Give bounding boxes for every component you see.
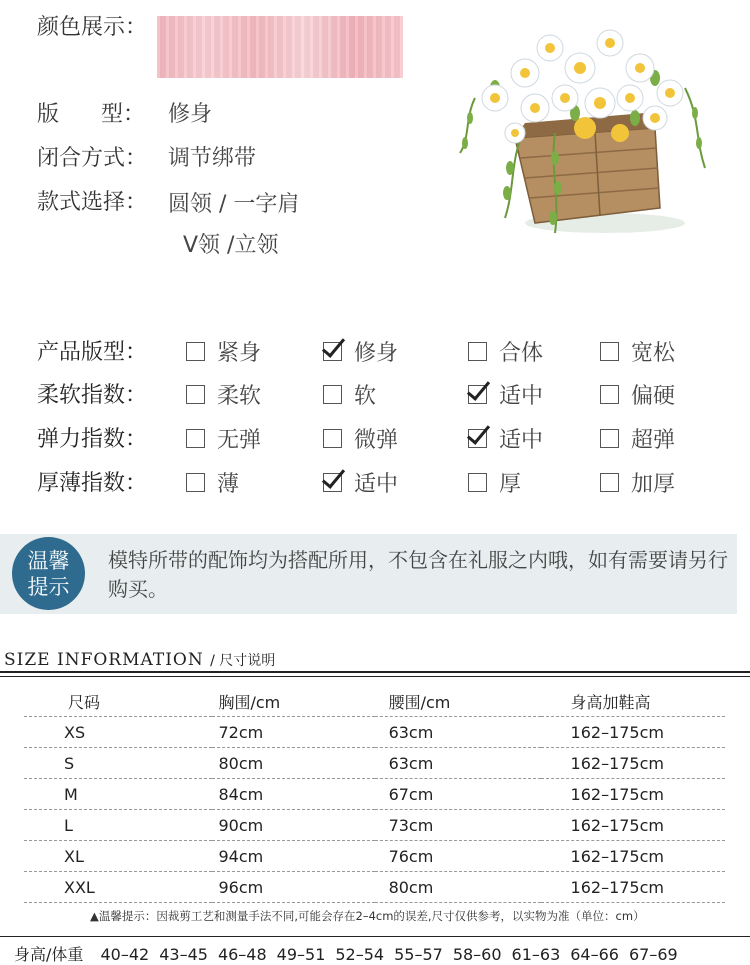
attribute-option-label: 微弹 <box>354 428 399 453</box>
size-divider-top <box>0 671 750 673</box>
size-info-title <box>4 650 275 670</box>
attribute-option <box>186 423 261 454</box>
attribute-option-label: 柔软 <box>217 384 262 409</box>
attribute-option <box>323 336 398 367</box>
attribute-option-label: 薄 <box>217 472 240 497</box>
attribute-option <box>600 467 675 498</box>
table-cell: 80cm <box>212 748 374 779</box>
height-weight-divider <box>0 936 750 937</box>
table-cell: M <box>24 779 212 810</box>
table-cell: 63cm <box>375 717 541 748</box>
tip-badge-line1: 温馨 <box>27 548 70 573</box>
weight-range: 40–42 <box>100 945 150 964</box>
weight-range: 61–63 <box>511 945 561 964</box>
checkbox-checked-icon <box>468 385 487 404</box>
checkbox-empty-icon <box>600 385 619 404</box>
weight-range: 64–66 <box>570 945 619 964</box>
checkbox-empty-icon <box>186 429 205 448</box>
checkbox-empty-icon <box>600 429 619 448</box>
attribute-option <box>468 336 543 367</box>
attribute-option-label: 厚 <box>499 472 522 497</box>
attribute-option-label: 紧身 <box>217 341 262 366</box>
attribute-option <box>186 336 261 367</box>
table-cell: S <box>24 748 212 779</box>
table-cell: 162–175cm <box>541 717 725 748</box>
attribute-label: 柔软指数： <box>37 383 148 408</box>
table-cell: 90cm <box>212 810 374 841</box>
table-cell: 96cm <box>212 872 374 903</box>
tip-text: 模特所带的配饰均为搭配所用，不包含在礼服之内哦，如有需要请另行购买。 <box>108 548 728 601</box>
weight-range: 55–57 <box>394 945 443 964</box>
attribute-option <box>600 379 675 410</box>
attribute-option-label: 加厚 <box>631 472 676 497</box>
table-row <box>24 810 725 841</box>
fit-label: 版 型： <box>37 102 145 127</box>
attribute-option <box>468 423 543 454</box>
table-cell: XL <box>24 841 212 872</box>
tip-badge-line2: 提示 <box>27 574 70 599</box>
attribute-option-label: 软 <box>354 384 377 409</box>
table-cell: 63cm <box>375 748 541 779</box>
attribute-option-label: 无弹 <box>217 428 262 453</box>
table-cell: 94cm <box>212 841 374 872</box>
tip-badge <box>12 537 85 610</box>
attribute-option-label: 偏硬 <box>631 384 676 409</box>
checkbox-empty-icon <box>600 342 619 361</box>
table-cell: 67cm <box>375 779 541 810</box>
table-cell: 73cm <box>375 810 541 841</box>
table-header-cell: 腰围/cm <box>375 686 541 717</box>
weight-range: 49–51 <box>276 945 326 964</box>
table-row <box>24 748 725 779</box>
table-header-cell: 身高加鞋高 <box>541 686 725 717</box>
closure-label: 闭合方式： <box>37 146 148 171</box>
fit-value: 修身 <box>168 102 213 127</box>
attribute-option-label: 适中 <box>499 428 544 453</box>
color-swatch <box>157 16 403 78</box>
table-cell: L <box>24 810 212 841</box>
attribute-label: 产品版型： <box>37 340 148 365</box>
table-cell: 162–175cm <box>541 841 725 872</box>
table-cell: 76cm <box>375 841 541 872</box>
attribute-option-label: 适中 <box>354 472 399 497</box>
table-cell: 162–175cm <box>541 779 725 810</box>
style-value-line2: V领 /立领 <box>183 233 279 258</box>
table-header-cell: 胸围/cm <box>212 686 374 717</box>
attribute-option <box>600 423 675 454</box>
checkbox-checked-icon <box>323 473 342 492</box>
table-cell: XS <box>24 717 212 748</box>
color-label: 颜色展示： <box>37 15 148 40</box>
table-header-cell: 尺码 <box>24 686 212 717</box>
height-weight-row <box>14 942 678 965</box>
attribute-option <box>323 467 398 498</box>
weight-range: 43–45 <box>159 945 208 964</box>
table-row <box>24 872 725 903</box>
attribute-option <box>468 379 543 410</box>
table-cell: 162–175cm <box>541 810 725 841</box>
attribute-option <box>323 423 398 454</box>
table-row <box>24 841 725 872</box>
table-row <box>24 779 725 810</box>
table-row <box>24 717 725 748</box>
table-header-row <box>24 686 725 717</box>
attribute-option <box>600 336 675 367</box>
checkbox-empty-icon <box>468 342 487 361</box>
table-cell: 162–175cm <box>541 872 725 903</box>
weight-range: 52–54 <box>335 945 385 964</box>
style-label: 款式选择： <box>37 190 148 215</box>
attribute-option-label: 修身 <box>354 341 399 366</box>
checkbox-empty-icon <box>186 473 205 492</box>
weight-range: 46–48 <box>217 945 267 964</box>
checkbox-checked-icon <box>468 429 487 448</box>
table-cell: 84cm <box>212 779 374 810</box>
closure-value: 调节绑带 <box>168 146 257 171</box>
height-weight-label: 身高/体重 <box>14 945 84 964</box>
attribute-option-label: 合体 <box>499 341 544 366</box>
attribute-option <box>186 467 239 498</box>
size-info-subtitle: / 尺寸说明 <box>210 653 276 669</box>
attribute-option <box>186 379 261 410</box>
weight-range: 67–69 <box>628 945 678 964</box>
checkbox-empty-icon <box>186 385 205 404</box>
table-cell: 162–175cm <box>541 748 725 779</box>
attribute-option-label: 超弹 <box>631 428 676 453</box>
size-note: ▲温馨提示：因裁剪工艺和测量手法不同,可能会存在2–4cm的误差,尺寸仅供参考，以实物为准（单位：cm） <box>90 909 645 923</box>
size-table <box>24 686 725 903</box>
attribute-option-label: 宽松 <box>631 341 676 366</box>
attribute-label: 厚薄指数： <box>37 471 148 496</box>
checkbox-empty-icon <box>468 473 487 492</box>
table-cell: 80cm <box>375 872 541 903</box>
size-info-title-text: SIZE INFORMATION <box>4 650 204 670</box>
table-cell: 72cm <box>212 717 374 748</box>
checkbox-empty-icon <box>323 385 342 404</box>
daisy-flower-box-illustration <box>455 18 710 243</box>
size-divider-thin <box>0 676 750 677</box>
checkbox-empty-icon <box>600 473 619 492</box>
style-value-line1: 圆领 / 一字肩 <box>168 192 300 217</box>
attribute-option-label: 适中 <box>499 384 544 409</box>
attribute-option <box>468 467 521 498</box>
checkbox-checked-icon <box>323 342 342 361</box>
attribute-option <box>323 379 376 410</box>
weight-range: 58–60 <box>452 945 502 964</box>
checkbox-empty-icon <box>186 342 205 361</box>
table-cell: XXL <box>24 872 212 903</box>
attribute-label: 弹力指数： <box>37 427 148 452</box>
checkbox-empty-icon <box>323 429 342 448</box>
